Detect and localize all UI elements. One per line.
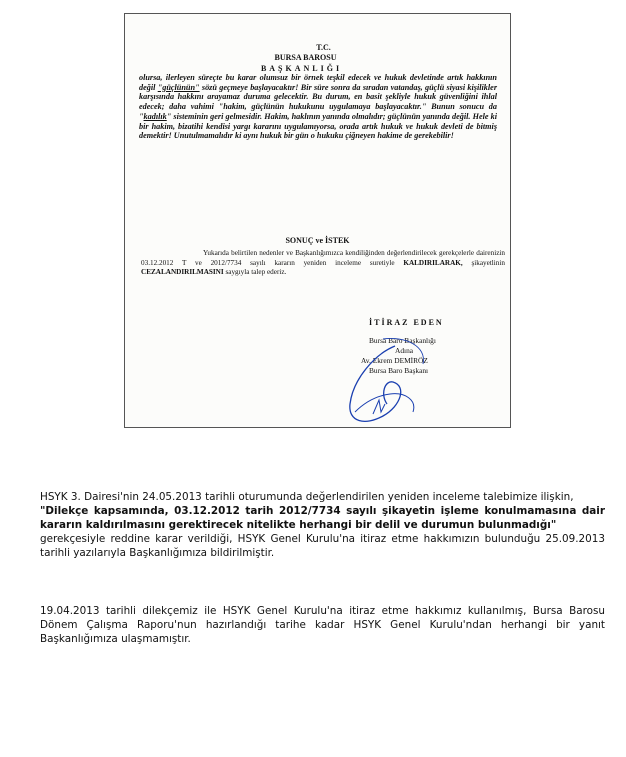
signature-line: Bursa Baro Başkanlığı bbox=[369, 336, 436, 345]
paragraph-1-quote: "Dilekçe kapsamında, 03.12.2012 tarih 2012/7734 sayılı şikayetin işleme konulmamasına dair kararın kaldırılmasını gerektirecek nitelikte herhangi bir delil ve durumun bulunmadığı" bbox=[40, 505, 605, 531]
paragraph-1-intro: HSYK 3. Dairesi'nin 24.05.2013 tarihli oturumunda değerlendirilen yeniden inceleme talebimize ilişkin, bbox=[40, 491, 574, 503]
signature-line: Bursa Baro Başkanı bbox=[369, 366, 429, 375]
request-text: Yukarıda belirtilen nedenler ve Başkanlığımızca kendiliğinden değerlendirilecek gerekçelerle dairenizin 03.12.2012 T ve 2012/7734 sayılı kararın yeniden inceleme suretiyle KALDIRILARAK, şikayetlinin CEZALANDIRILMASINI saygıyla talep ederiz. bbox=[141, 249, 505, 277]
petition-quote-text: olursa, ilerleyen süreçte bu karar olumsuz bir örnek teşkil edecek ve hukuk devletinde artık hakkının değil "güçlünün" sözü geçmeye başlayacaktır! Bir süre sonra da sıradan vatandaş, güçlü siyasi kişilikler karşısında hakkını arayamaz duruma gelecektir. Bu durum, en basit şekliyle hukuk güvenliğini ihlal edecek; daha vahimi "hakim, güçlünün hukukunu uygulamaya başlayacaktır." Bunun sonucu da "kadılık" sisteminin geri gelmesidir. Hakim, haklının yanında olmalıdır; güçlünün yanında değil. Hele ki bir hakim, bizatihi kendisi yargı kararını uygulamıyorsa, orada artık hukuk ve hukuk devleti de bitmiş demektir! Unutulmamalıdır ki aynı hukuk bir gün o hukuku çiğneyen hakime de gerekebilir! bbox=[139, 73, 498, 141]
signature-title: İTİRAZ EDEN bbox=[369, 318, 444, 327]
handwritten-signature bbox=[335, 334, 435, 429]
signature-line: Av. Ekrem DEMİRÖZ bbox=[361, 356, 428, 365]
header-bar-association: BURSA BAROSU bbox=[274, 53, 337, 62]
paragraph-1-rest: gerekçesiyle reddine karar verildiği, HSYK Genel Kurulu'na itiraz etme hakkımızın bulunduğu 25.09.2013 tarihli yazılarıyla Başkanlığımıza bildirilmiştir. bbox=[40, 533, 605, 559]
section-title: SONUÇ ve İSTEK bbox=[285, 236, 350, 245]
paragraph-2: 19.04.2013 tarihli dilekçemiz ile HSYK Genel Kurulu'na itiraz etme hakkımız kullanılmış, Bursa Barosu Dönem Çalışma Raporu'nun hazırlandığı tarihe kadar HSYK Genel Kurulu'ndan herhangi bir yanıt Başkanlığımıza ulaşmamıştır. bbox=[40, 605, 605, 645]
header-presidency: BAŞKANLIĞI bbox=[260, 64, 343, 73]
signature-line: Adına bbox=[395, 346, 414, 355]
header-tc: T.C. bbox=[316, 43, 331, 52]
paragraph-1 bbox=[40, 490, 605, 560]
scanned-petition-image bbox=[124, 13, 511, 428]
